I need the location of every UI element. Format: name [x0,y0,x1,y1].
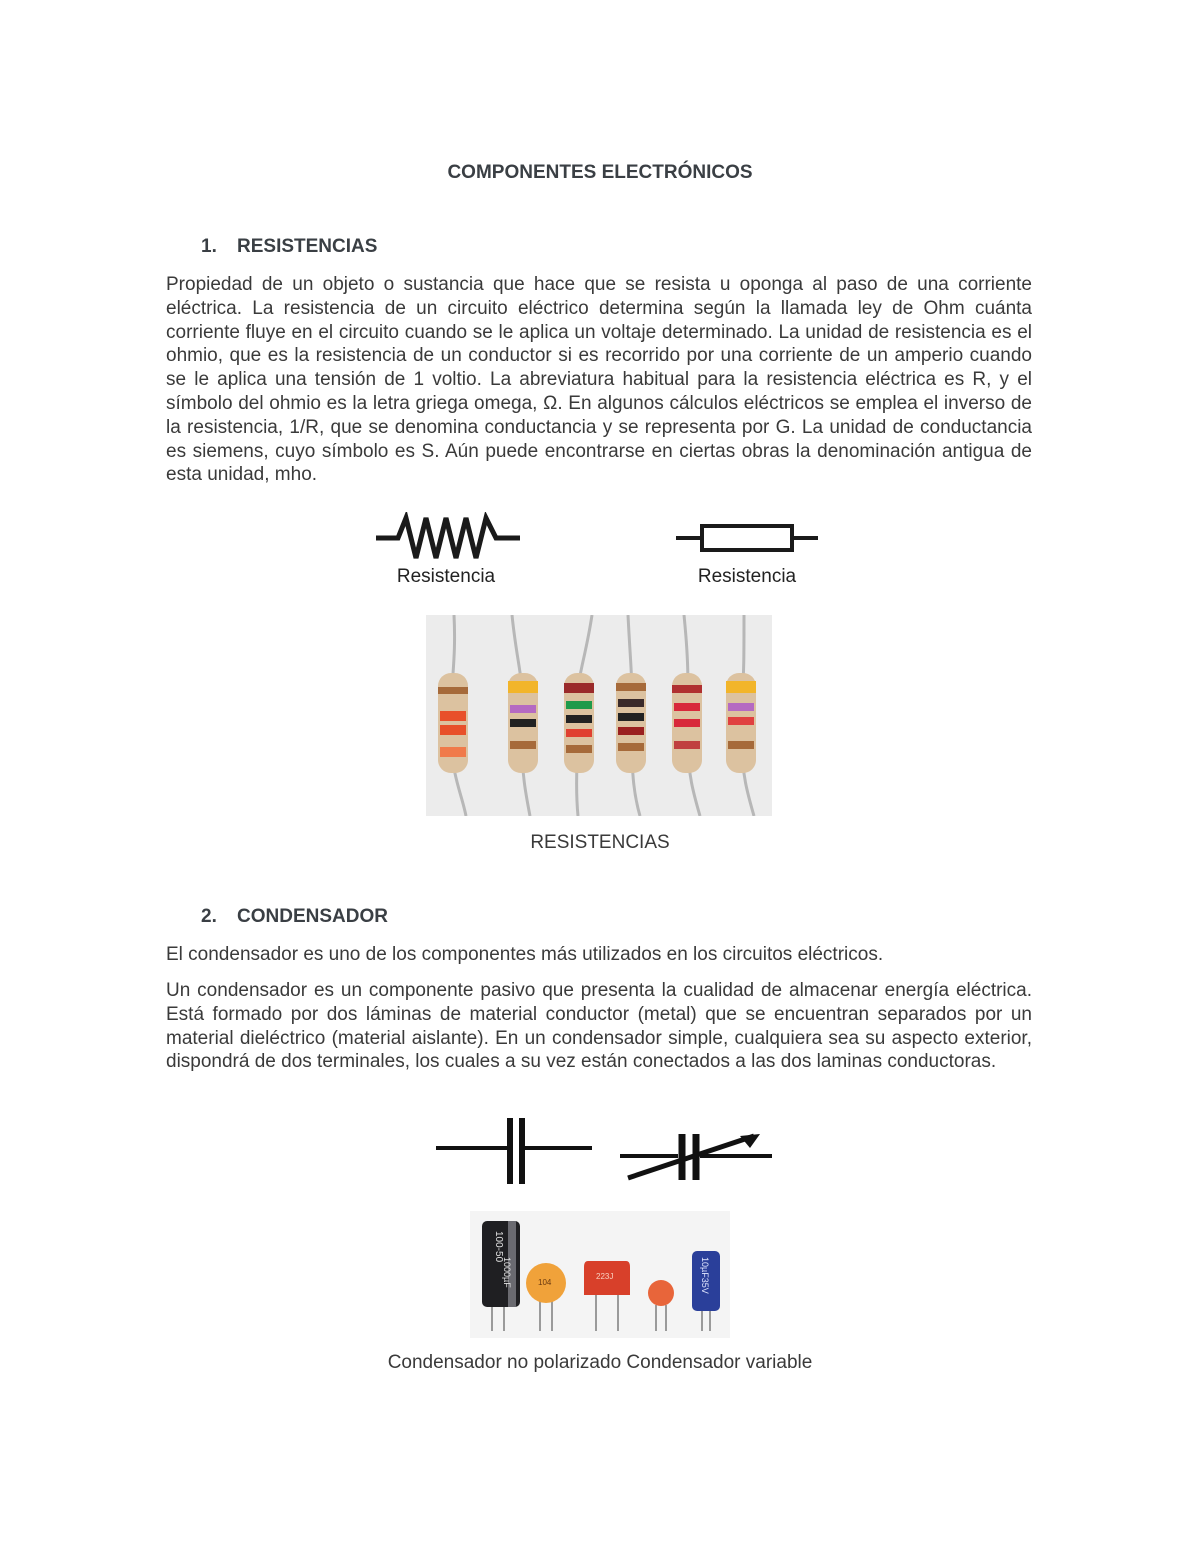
condensador-description-paragraph: Un condensador es un componente pasivo que presenta la cualidad de almacenar energía eléctrica. Está formado por dos láminas de material conductor (metal) que se encuentran separados por un material dieléctrico (material aislante). En un condensador simple, cualquiera sea su aspecto exterior, dispondrá de dos terminales, los cuales a su vez están conectados a las dos laminas conductoras. [166,980,1032,1073]
page-title: COMPONENTES ELECTRÓNICOS [447,162,753,183]
capacitor-value-label: 100-50 [493,1231,504,1263]
section-heading-condensador [201,906,388,928]
capacitor-symbol [436,1116,592,1186]
section-title: CONDENSADOR [237,906,388,927]
capacitor-value-label: 1000µF [502,1257,512,1288]
variable-capacitor-symbol [620,1126,772,1184]
resistor-zigzag-symbol [376,512,520,564]
capacitor-value-label: 104 [538,1278,552,1287]
resistencias-caption: RESISTENCIAS [530,832,670,853]
condensador-intro-paragraph: El condensador es uno de los componentes más utilizados en los circuitos eléctricos. [166,944,884,965]
resistor-symbol-label: Resistencia [697,566,797,587]
capacitor-value-label: 223J [596,1272,614,1281]
resistor-symbol-label: Resistencia [396,566,496,587]
condensador-caption: Condensador no polarizado Condensador variable [387,1352,813,1373]
section-number: 2. [201,906,217,927]
resistencias-paragraph: Propiedad de un objeto o sustancia que hace que se resista u oponga al paso de una corriente eléctrica. La resistencia de un circuito eléctrico determina según la llamada ley de Ohm cuánta corriente fluye en el circuito cuando se le aplica un voltaje determinado. La unidad de resistencia es el ohmio, que es la resistencia de un conductor si es recorrido por una corriente de un amperio cuando se le aplica una tensión de 1 voltio. La abreviatura habitual para la resistencia eléctrica es R, y el símbolo del ohmio es la letra griega omega, Ω. En algunos cálculos eléctricos se emplea el inverso de la resistencia, 1/R, que se denomina conductancia y se representa por G. La unidad de conductancia es siemens, cuyo símbolo es S. Aún puede encontrarse en ciertas obras la denominación antigua de esta unidad, mho. [166,274,1032,486]
section-number: 1. [201,236,217,257]
section-title: RESISTENCIAS [237,236,378,257]
capacitors-photo [470,1211,730,1338]
capacitor-value-label: 10µF35V [700,1257,710,1294]
section-heading-resistencias [201,236,377,258]
resistor-box-symbol [676,520,818,556]
resistors-photo [426,615,772,816]
